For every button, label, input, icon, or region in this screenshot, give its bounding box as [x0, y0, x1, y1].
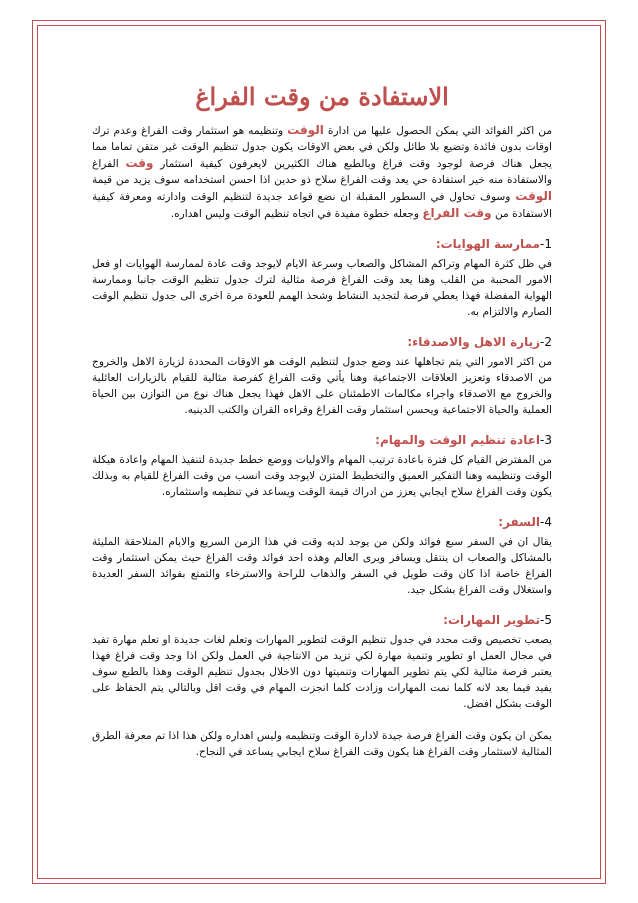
section-heading — [92, 432, 552, 448]
section-body: من المفترض القيام كل فترة باعادة ترتيب المهام والاوليات ووضع خطط جديدة لتنفيذ المهام واعادة هيكلة الوقت وتنظيمه وهنا التفكير العميق والتخطيط المتزن لايوجد وقت انسب من وقت الفراغ للقيام به وبذلك يكون وقت الفراغ سلاح ايجابي يعزز من ادراك قيمة الوقت ويساعد في تنظيمه واستثماره. — [92, 454, 552, 498]
section-title: تطوير المهارات: — [443, 613, 541, 627]
intro-highlight-4: وقت الفراغ — [422, 206, 492, 220]
intro-highlight-1: الوقت — [287, 123, 324, 137]
section-title: زيارة الاهل والاصدقاء: — [407, 335, 541, 349]
section-heading — [92, 236, 552, 252]
section-reorganize-time — [92, 432, 552, 500]
page-title: الاستفادة من وقت الفراغ — [195, 82, 449, 111]
section-title: ممارسة الهوايات: — [435, 237, 541, 251]
intro-text-1: من اكثر الفوائد التي يمكن الحصول عليها من ادارة — [327, 125, 553, 137]
section-hobbies — [92, 236, 552, 320]
intro-text-5: وجعله خطوة مفيدة في اتجاه تنظيم الوقت وليس اهداره. — [170, 208, 419, 220]
document-body — [92, 82, 552, 771]
intro-text-4: وسوف تحاول في السطور المقبلة ان نضع قواعد جديدة لتنظيم الوقت وادارته ومعرفة كيفية الاستفادة من — [92, 191, 552, 220]
section-body: من اكثر الامور التي يتم تجاهلها عند وضع جدول لتنظيم الوقت هو الاوقات المحددة لزيارة الاهل والخروج من الاصدقاء وتعزيز العلاقات الاجتماعية وهنا يأتي وقت الفراغ كفرصة مثالية للقيام بالزيارات العائلية والخروج مع الاصدقاء واجراء مكالمات الاطمئنان على الاهل فهذا يجعل هناك نوع من التوازن بين الحياة العملية والحياة الاجتماعية ويحسن استثمار وقت الفراغ وقراءه القران والكتب الدينيه. — [92, 356, 552, 416]
section-number: 1- — [540, 237, 552, 251]
section-heading — [92, 612, 552, 628]
section-number: 2- — [540, 335, 552, 349]
section-title: السفر: — [498, 515, 541, 529]
intro-highlight-2: وقت — [125, 156, 154, 170]
section-body: يصعب تخصيص وقت محدد في جدول تنظيم الوقت لتطوير المهارات وتعلم لغات جديدة او تعلم مهارة تفيد في مجال العمل او تطوير وتنمية مهارة لكي تزيد من الانتاجية في العمل ولكن اذا وجد وقت فراغ فهذا يعتبر فرصة مثالية لكي يتم تطوير المهارات وتنميتها دون الاخلال بجدول تنظيم الوقت وهذا بالطبع سوف يفيد فيما بعد لانه كلما نمت المهارات وزادت كلما انجزت المهام في وقت اقل وبالتالي يتم الحفاظ على الوقت بشكل افضل. — [92, 634, 552, 710]
section-number: 5- — [540, 613, 552, 627]
section-heading — [92, 514, 552, 530]
section-visiting-family — [92, 334, 552, 418]
section-heading — [92, 334, 552, 350]
section-body: في ظل كثرة المهام وتراكم المشاكل والصعاب وسرعة الايام لايوجد وقت عادة لممارسة الهوايات او فعل الامور المحببة من القلب وهنا يعد وقت الفراغ فرصة مثالية لترك جدول تنظيم الوقت جانبا وممارسة الهواية المفضلة فهذا يعطي فرصة لتجديد النشاط وشحذ الهمم للعودة مرة اخرى الى جدول تنظيم الوقت الصارم والالتزام به. — [92, 258, 552, 318]
section-title: اعادة تنظيم الوقت والمهام: — [375, 433, 541, 447]
conclusion-paragraph: يمكن ان يكون وقت الفراغ فرصة جيدة لادارة الوقت وتنظيمه وليس اهداره ولكن هذا اذا تم معرفة الطرق المثالية لاستثمار وقت الفراغ هنا يكون وقت الفراغ سلاح ايجابي يساعد في النجاح. — [92, 730, 552, 758]
section-body: يقال ان في السفر سبع فوائد ولكن من يوجد لديه وقت في هذا الزمن السريع والايام المتلاحقة المليئة بالمشاكل والصعاب ان ينتقل ويسافر ويرى العالم وهذه احد فوائد وقت الفراغ حيث يمكن استثمار وقت الفراغ خاصة اذا كان وقت طويل في السفر والذهاب للراحة والاسترخاء والتمتع بفوائد السفر العديدة واستغلال وقت الفراغ بشكل جيد. — [92, 536, 552, 596]
intro-highlight-3: الوقت — [515, 189, 552, 203]
section-travel — [92, 514, 552, 598]
intro-paragraph — [92, 122, 552, 222]
section-number: 4- — [540, 515, 552, 529]
intro-text-2: وتنظيمه هو استثمار وقت الفراغ وعدم ترك اوقات بدون فائدة وتضيع بلا طائل ولكن في بعض الاوقات يكون جدول تنظيم الوقت غير متقن تماما مما يجعل هناك فرصة لوجود وقت فراغ وبالطبع هناك الكثيرين لايعرفون كيفية استثمار — [92, 125, 553, 170]
intro-text-3: الفراغ والاستفادة منه خير استفادة حي يعد وقت الفراغ سلاح ذو حدين اذا احسن استخدامه سوف يزيد من قيمة — [92, 158, 552, 186]
section-skills — [92, 612, 552, 712]
section-number: 3- — [540, 433, 552, 447]
